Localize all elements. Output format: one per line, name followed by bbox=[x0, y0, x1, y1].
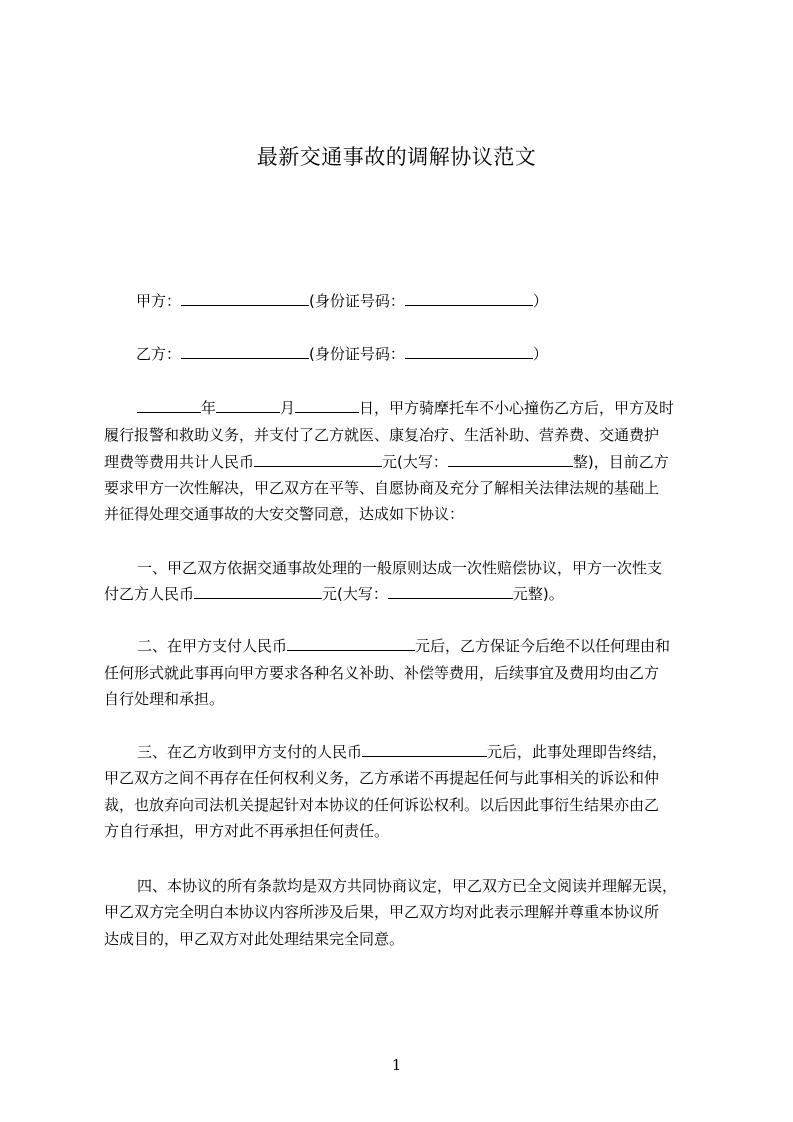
clause-2-amount-blank[interactable] bbox=[287, 636, 415, 651]
clause-3-line-1-post: 元后，此事处理即告终结， bbox=[487, 743, 668, 761]
intro-line-3-post: 整)，目前乙方 bbox=[572, 453, 669, 471]
party-b-line bbox=[136, 344, 548, 364]
clause-3-line-1 bbox=[137, 742, 667, 762]
clause-4-line-2: 甲乙双方完全明白本协议内容所涉及后果，甲乙双方均对此表示理解并尊重本协议所 bbox=[104, 903, 660, 921]
total-amount-words-blank[interactable] bbox=[448, 452, 573, 467]
clause-4-line-1: 四、本协议的所有条款均是双方共同协商议定，甲乙双方已全文阅读并理解无误， bbox=[137, 877, 678, 895]
compensation-words-blank[interactable] bbox=[388, 584, 513, 599]
intro-line-3-mid: 元(大写： bbox=[382, 453, 448, 471]
clause-3-line-1-pre: 三、在乙方收到甲方支付的人民币 bbox=[137, 743, 363, 761]
intro-line-2: 履行报警和救助义务，并支付了乙方就医、康复冶疗、生活补助、营养费、交通费护 bbox=[104, 426, 660, 444]
clause-3-line-3: 裁，也放弃向司法机关提起针对本协议的任何诉讼权利。以后因此事衍生结果亦由乙 bbox=[104, 796, 660, 814]
day-blank[interactable] bbox=[295, 398, 359, 413]
intro-line-1-text: 日，甲方骑摩托车不小心撞伤乙方后，甲方及时 bbox=[359, 399, 675, 417]
clause-2-line-1-post: 元后，乙方保证今后绝不以任何理由和 bbox=[415, 637, 671, 655]
clause-1-line-2-mid: 元(大写： bbox=[322, 585, 388, 603]
party-a-line bbox=[136, 291, 548, 311]
clause-3-line-4: 方自行承担，甲方对此不再承担任何责任。 bbox=[104, 822, 390, 840]
intro-line-1 bbox=[137, 398, 674, 418]
party-a-name-blank[interactable] bbox=[181, 291, 309, 306]
total-amount-blank[interactable] bbox=[254, 452, 382, 467]
clause-3-line-2: 甲乙双方之间不再存在任何权利义务，乙方承诺不再提起任何与此事相关的诉讼和仲 bbox=[104, 769, 660, 787]
clause-2-line-1 bbox=[137, 636, 670, 656]
month-blank[interactable] bbox=[216, 398, 280, 413]
party-b-name-blank[interactable] bbox=[181, 344, 309, 359]
clause-2-line-2: 任何形式就此事再向甲方要求各种名义补助、补偿等费用，后续事宜及费用均由乙方 bbox=[104, 664, 660, 682]
document-title: 最新交通事故的调解协议范文 bbox=[256, 145, 537, 169]
party-a-id-blank[interactable] bbox=[405, 291, 533, 306]
clause-1-line-2-post: 元整)。 bbox=[512, 585, 564, 603]
year-blank[interactable] bbox=[137, 398, 201, 413]
year-label: 年 bbox=[201, 399, 217, 417]
party-a-label: 甲方： bbox=[136, 292, 182, 310]
party-b-id-label: (身份证号码： bbox=[309, 345, 405, 363]
party-a-close-paren: ） bbox=[532, 292, 548, 310]
party-b-id-blank[interactable] bbox=[405, 344, 533, 359]
clause-1-line-2-pre: 付乙方人民币 bbox=[104, 585, 195, 603]
intro-line-3 bbox=[104, 452, 669, 472]
party-b-close-paren: ） bbox=[532, 345, 548, 363]
clause-1-line-1: 一、甲乙双方依据交通事故处理的一般原则达成一次性赔偿协议，甲方一次性支 bbox=[137, 559, 663, 577]
clause-1-line-2 bbox=[104, 584, 564, 604]
party-a-id-label: (身份证号码： bbox=[309, 292, 405, 310]
clause-3-amount-blank[interactable] bbox=[362, 742, 487, 757]
clause-2-line-1-pre: 二、在甲方支付人民币 bbox=[137, 637, 288, 655]
compensation-amount-blank[interactable] bbox=[194, 584, 322, 599]
clause-2-line-3: 自行处理和承担。 bbox=[104, 690, 225, 708]
page-number: 1 bbox=[391, 1056, 402, 1074]
party-b-label: 乙方： bbox=[136, 345, 182, 363]
clause-4-line-3: 达成目的，甲乙双方对此处理结果完全同意。 bbox=[104, 930, 405, 948]
intro-line-3-pre: 理费等费用共计人民币 bbox=[104, 453, 255, 471]
intro-line-4: 要求甲方一次性解决，甲乙双方在平等、自愿协商及充分了解相关法律法规的基础上 bbox=[104, 479, 660, 497]
month-label: 月 bbox=[280, 399, 296, 417]
intro-line-5: 并征得处理交通事故的大安交警同意，达成如下协议： bbox=[104, 505, 465, 523]
